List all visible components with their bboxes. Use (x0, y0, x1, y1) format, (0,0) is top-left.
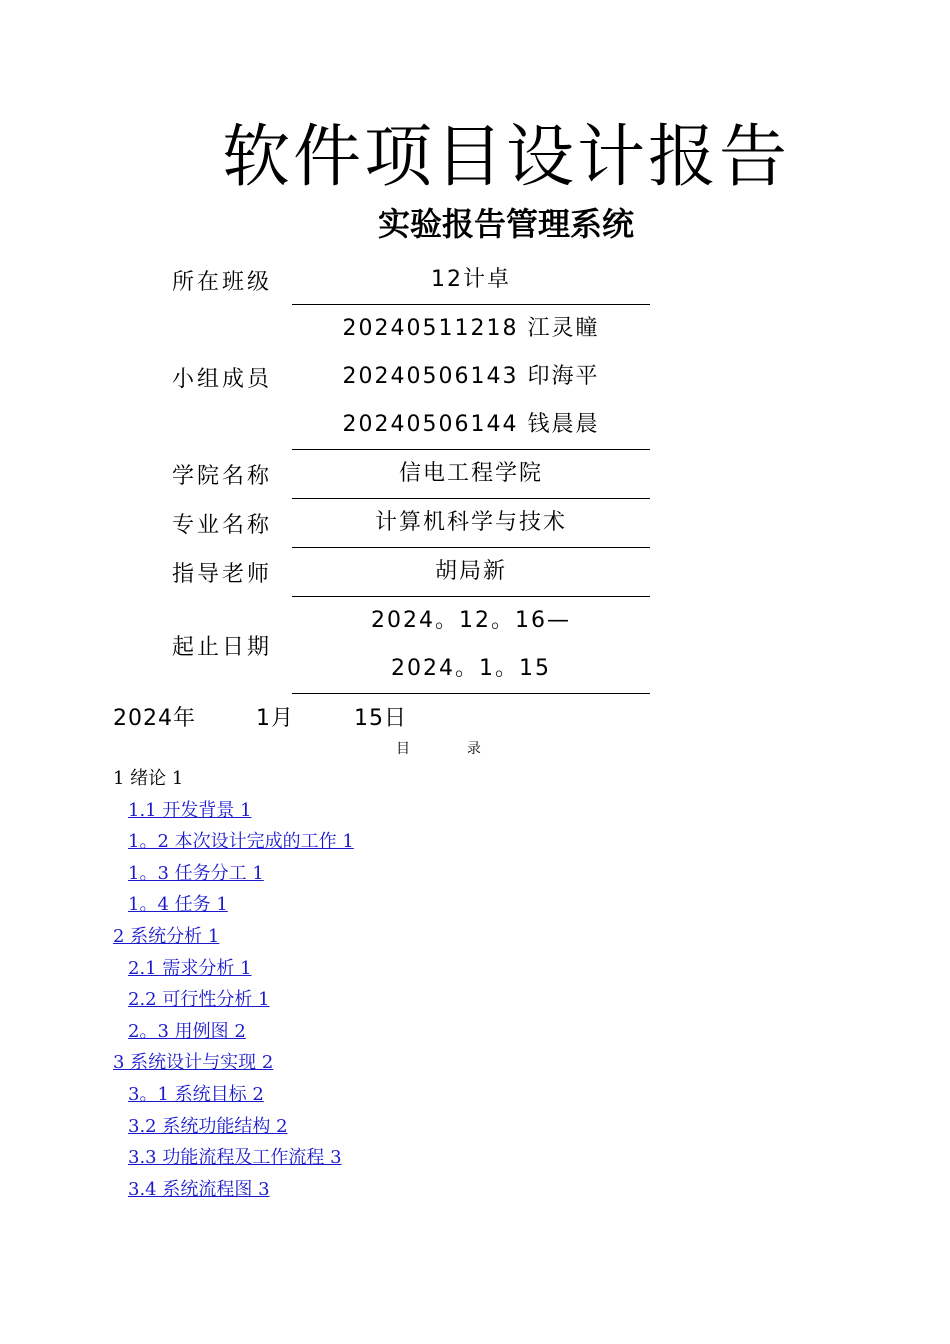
toc-link[interactable]: 3.3 功能流程及工作流程 3 (128, 1147, 342, 1169)
toc-item[interactable] (113, 891, 354, 923)
members-value-field (292, 305, 650, 450)
report-title: 软件项目设计报告 (221, 118, 790, 197)
info-row-members (172, 305, 650, 450)
college-label: 学院名称 (172, 464, 273, 489)
advisor-value: 胡局新 (434, 559, 507, 584)
toc-link[interactable]: 2.1 需求分析 1 (128, 957, 252, 979)
major-value-field (292, 499, 650, 548)
class-value: 12计卓 (431, 267, 511, 292)
info-row-class (172, 256, 650, 305)
toc-item[interactable] (113, 923, 354, 955)
toc-item[interactable] (113, 828, 354, 860)
member-3: 20240506144 钱晨晨 (342, 412, 600, 437)
toc-link[interactable]: 3.2 系统功能结构 2 (128, 1115, 288, 1137)
info-row-advisor (172, 548, 650, 597)
toc-link[interactable]: 1。4 任务 1 (128, 894, 228, 916)
toc-item (113, 765, 354, 797)
toc-item[interactable] (113, 1144, 354, 1176)
toc-heading (396, 738, 481, 758)
toc-link[interactable]: 1。2 本次设计完成的工作 1 (128, 831, 354, 853)
major-value: 计算机科学与技术 (374, 510, 567, 535)
period-value-field (292, 597, 650, 694)
period-end: 2024。1。15 (391, 656, 551, 681)
table-of-contents (113, 765, 354, 1207)
period-start: 2024。12。16— (371, 608, 571, 633)
major-label: 专业名称 (172, 513, 273, 538)
advisor-label: 指导老师 (172, 562, 273, 587)
toc-item[interactable] (113, 797, 354, 829)
toc-item[interactable] (113, 986, 354, 1018)
toc-item[interactable] (113, 1018, 354, 1050)
toc-link[interactable]: 3 系统设计与实现 2 (113, 1052, 274, 1074)
toc-link[interactable]: 3。1 系统目标 2 (128, 1083, 264, 1105)
info-row-college (172, 450, 650, 499)
class-label: 所在班级 (172, 270, 273, 295)
info-row-period (172, 597, 650, 694)
date-year: 2024年 (113, 706, 196, 731)
member-1: 20240511218 江灵瞳 (342, 316, 600, 341)
toc-heading-right: 录 (466, 741, 481, 757)
college-value-field (292, 450, 650, 499)
toc-link[interactable]: 1。3 任务分工 1 (128, 862, 264, 884)
member-2: 20240506143 印海平 (342, 364, 600, 389)
class-value-field (292, 256, 650, 305)
cover-info-table (172, 256, 650, 694)
members-label: 小组成员 (172, 367, 273, 392)
toc-item[interactable] (113, 860, 354, 892)
toc-item[interactable] (113, 1081, 354, 1113)
advisor-value-field (292, 548, 650, 597)
toc-item[interactable] (113, 1049, 354, 1081)
toc-link[interactable]: 2。3 用例图 2 (128, 1020, 246, 1042)
info-row-major (172, 499, 650, 548)
toc-item[interactable] (113, 1113, 354, 1145)
toc-link[interactable]: 3.4 系统流程图 3 (128, 1178, 270, 1200)
college-value: 信电工程学院 (398, 461, 543, 486)
toc-link[interactable]: 1.1 开发背景 1 (128, 799, 252, 821)
toc-link[interactable]: 2.2 可行性分析 1 (128, 989, 270, 1011)
toc-item[interactable] (113, 955, 354, 987)
period-label: 起止日期 (172, 635, 273, 660)
toc-item[interactable] (113, 1176, 354, 1208)
date-month: 1月 (256, 706, 294, 731)
date-day: 15日 (354, 706, 407, 731)
toc-link[interactable]: 2 系统分析 1 (113, 925, 220, 947)
report-subtitle: 实验报告管理系统 (377, 205, 634, 243)
toc-item-text: 1 绪论 1 (113, 768, 184, 789)
toc-heading-left: 目 (396, 741, 410, 757)
report-date (113, 704, 407, 734)
